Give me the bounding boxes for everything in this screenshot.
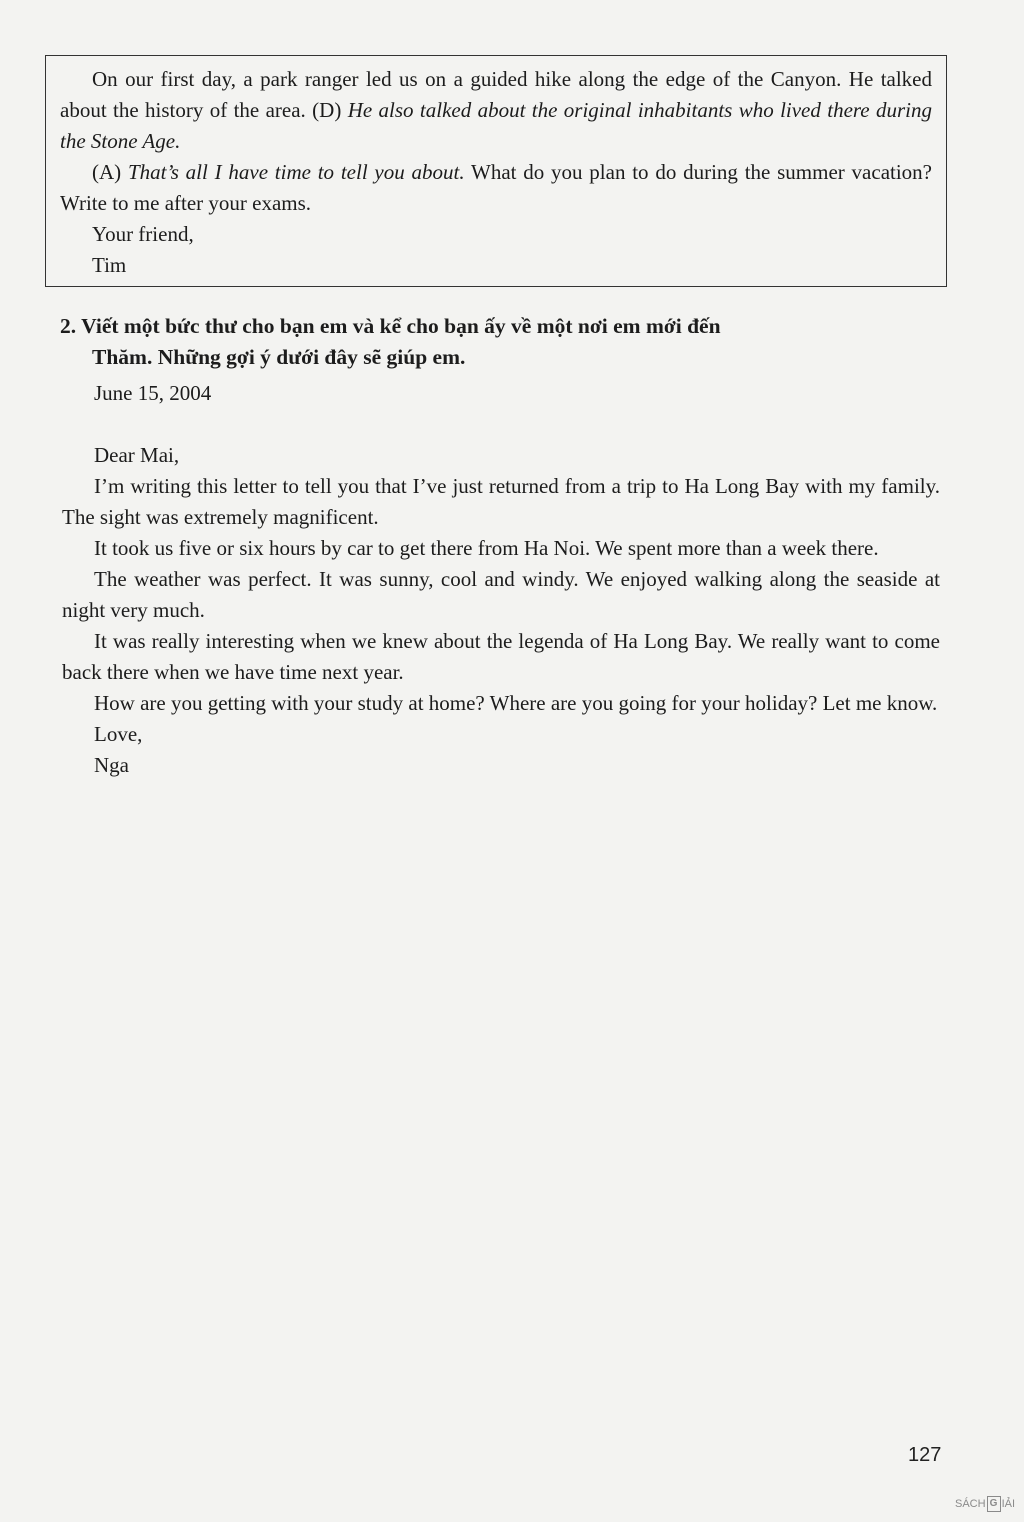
exercise-heading xyxy=(60,311,940,373)
box-p2-marker: (A) xyxy=(92,160,128,184)
letter-paragraph: How are you getting with your study at home? Where are you going for your holiday? Let me know. xyxy=(94,691,938,715)
box-p1-italic: He also talked about the original inhabitants who lived there during the Stone Age. xyxy=(60,98,932,153)
watermark-logo xyxy=(955,1496,1015,1512)
watermark-suffix: IẢI xyxy=(1001,1498,1016,1510)
letter-paragraph: I’m writing this letter to tell you that I’ve just returned from a trip to Ha Long Bay with my family. The sight was extremely magnificent. xyxy=(62,474,940,529)
letter-closing: Love, xyxy=(94,722,143,746)
box-p2-italic: That’s all I have time to tell you about. xyxy=(127,160,465,184)
box-paragraph-1 xyxy=(60,64,932,157)
box-paragraph-2 xyxy=(60,157,932,219)
box-closing: Your friend, xyxy=(92,222,194,246)
letter-spacer xyxy=(62,409,940,440)
letter-paragraph: The weather was perfect. It was sunny, cool and windy. We enjoyed walking along the seaside at night very much. xyxy=(62,567,940,622)
box-p2-text: What do you plan to do during the summer vacation? Write to me after your exams. xyxy=(60,160,932,215)
boxed-letter-excerpt xyxy=(45,55,947,287)
watermark-box-icon: G xyxy=(987,1496,1001,1512)
box-signature: Tim xyxy=(92,253,127,277)
letter-paragraph: It took us five or six hours by car to get there from Ha Noi. We spent more than a week there. xyxy=(94,536,879,560)
exercise-heading-line-1: 2. Viết một bức thư cho bạn em và kể cho bạn ấy về một nơi em mới đến xyxy=(60,314,721,338)
letter-date: June 15, 2004 xyxy=(94,381,212,405)
watermark-prefix: SÁCH xyxy=(955,1498,986,1510)
box-p1-text: On our first day, a park ranger led us on a guided hike along the edge of the Canyon. He talked about the history of the area. (D) xyxy=(60,67,932,122)
exercise-heading-line-2: Thăm. Những gợi ý dưới đây sẽ giúp em. xyxy=(92,345,466,369)
letter-paragraph: It was really interesting when we knew about the legenda of Ha Long Bay. We really want to come back there when we have time next year. xyxy=(62,629,940,684)
page-number: 127 xyxy=(908,1444,942,1466)
letter-signature: Nga xyxy=(94,753,129,777)
sample-letter xyxy=(62,378,940,781)
letter-greeting: Dear Mai, xyxy=(94,443,180,467)
